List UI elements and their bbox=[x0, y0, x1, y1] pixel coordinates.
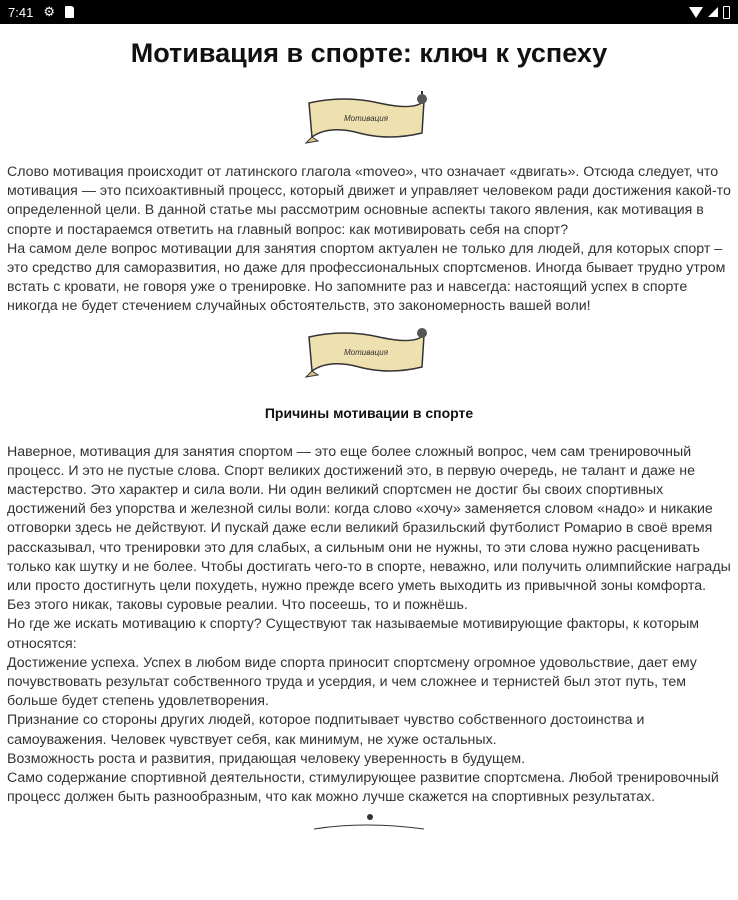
banner-label: Мотивация bbox=[344, 347, 388, 357]
signal-icon bbox=[708, 7, 718, 17]
page-title: Мотивация в спорте: ключ к успеху bbox=[130, 38, 608, 68]
settings-icon: ⚙ bbox=[43, 4, 55, 19]
banner-label: Мотивация bbox=[344, 114, 388, 123]
section-heading: Причины мотивации в спорте bbox=[264, 404, 474, 421]
sd-card-icon bbox=[65, 6, 74, 18]
wifi-icon bbox=[689, 7, 703, 18]
banner-image bbox=[0, 325, 738, 383]
status-bar bbox=[0, 0, 738, 24]
section-paragraph: Само содержание спортивной деятельности, стимулирующее развитие спортсмена. Любой тренировочный процесс должен быть разнообразным, что как можно лучше скажется на спортивных результатах. bbox=[7, 770, 719, 806]
section-paragraph: Достижение успеха. Успех в любом виде спорта приносит спортсмену огромное удовольствие, дает ему почувствовать результат собственного труда и усердия, и чем сложнее и тернистей был этот путь, тем больше будет степень удовлетворения. bbox=[7, 654, 697, 710]
section-paragraph: Возможность роста и развития, придающая человеку уверенность в будущем. bbox=[7, 750, 526, 767]
battery-icon bbox=[723, 6, 730, 19]
section-paragraph: Но где же искать мотивацию к спорту? Существуют так называемые мотивирующие факторы, к которым относятся: bbox=[7, 616, 700, 652]
time: 7:41 bbox=[8, 4, 34, 20]
section-paragraph: Наверное, мотивация для занятия спортом — это еще более сложный вопрос, чем сам тренировочный процесс. И это не пустые слова. Спорт великих достижений это, в первую очередь, не талант и даже не мастерство. Это характер и сила воли. Ни один великий спортсмен не достиг бы своих спортивных достижений без упорства и железной силы воли: когда слово «хочу» заменяется словом «надо» и никакие отговорки здесь не действуют. И пускай даже если великий бразильский футболист Ромарио в своё время рассказывал, что тренировки это для слабых, а сильным они не нужны, то эти слова нужно расценивать только как шутку и не более. Чтобы достигать чего-то в спорте, неважно, или получить олимпийские награды или просто достигнуть цели похудеть, нужно прежде всего уметь выходить из привычной зоны комфорта. Без этого никак, таковы суровые реалии. Что посеешь, то и пожнёшь. bbox=[7, 443, 731, 614]
intro-paragraph: Слово мотивация происходит от латинского глагола «moveo», что означает «двигать». Отсюда следует, что мотивация — это психоактивный процесс, который движет и управляет человеком ради достижения какой-то определенной цели. В данной статье мы рассмотрим основные аспекты такого явления, как мотивация в спорте и постараемся ответить на главный вопрос: как мотивировать себя на спорт? bbox=[7, 164, 731, 238]
section-paragraph: Признание со стороны других людей, которое подпитывает чувство собственного достоинства и самоуважения. Человек чувствует себя, как минимум, не хуже остальных. bbox=[7, 712, 645, 748]
banner-image bbox=[0, 91, 738, 151]
intro-paragraph: На самом деле вопрос мотивации для занятия спортом актуален не только для людей, для которых спорт – это средство для саморазвития, но даже для профессиональных спортсменов. Иногда бывает трудно утром встать с кровати, не говоря уже о тренировке. Но запомните раз и навсегда: настоящий успех в спорте никогда не будет стечением случайных обстоятельств, это закономерность вашей воли! bbox=[7, 240, 726, 315]
banner-image bbox=[0, 811, 738, 831]
